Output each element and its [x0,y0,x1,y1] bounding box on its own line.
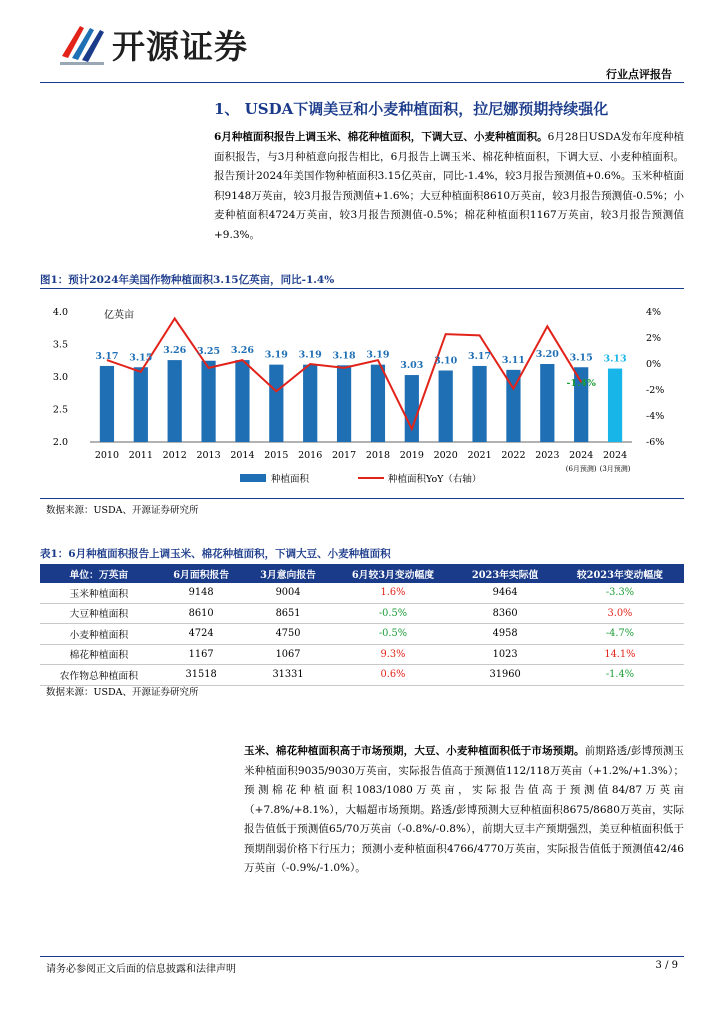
bar [235,360,249,442]
table-cell: 4750 [245,624,332,645]
bar-data-label: 3.15 [129,352,153,364]
x-tick-label: 2010 [94,450,120,461]
table-cell: 1.6% [332,583,455,603]
bar [337,365,351,442]
x-tick-label: 2024 [602,450,628,461]
company-logo [56,18,248,70]
table-cell: 31331 [245,665,332,686]
x-tick-label: 2017 [331,450,357,461]
paragraph-expectation-body: 前期路透/彭博预测玉米种植面积9035/9030万英亩，实际报告值高于预测值112/118万英亩（+1.2%/+1.3%）；预测棉花种植面积1083/1080万英亩，实际报告值高于预测值84/87万英亩（+7.8%/+8.1%），大幅超市场预期。路透/彭博预测大豆种植面积8675/8680万英亩，实际报告值低于预测值65/70万英亩（-0.8%/-0.8%），前期大豆丰产预期强烈，美豆种植面积低于预期削弱价格下行压力；预测小麦种植面积4766/4770万英亩，实际报告值低于预测值42/46万英亩（-0.9%/-1.0%）。 [244,745,685,874]
bar-data-label: 3.03 [400,360,424,372]
x-tick-label: 2019 [399,450,424,461]
logo-text: 开源证券 [112,26,248,66]
y-right-tick-label: -6% [646,437,665,448]
figure-caption: 图1：预计2024年美国作物种植面积3.15亿英亩，同比-1.4% [40,274,335,286]
table-cell: 玉米种植面积 [40,583,158,603]
paragraph-intro [214,128,684,245]
bar-data-label: 3.20 [535,349,559,360]
figure-bottom-divider [40,498,684,499]
table-cell: -0.5% [332,603,455,624]
table-cell: 1023 [454,644,555,665]
yoy-annotation: -1.4% [566,378,596,390]
table-cell: 0.6% [332,665,455,686]
bar [540,364,554,442]
x-tick-label: 2024 [569,450,594,461]
x-tick-label: 2016 [298,450,323,461]
y-left-tick-label: 3.0 [52,372,68,383]
x-tick-label: 2022 [501,450,526,461]
paragraph-expectation [244,742,684,879]
bar-data-label: 3.10 [434,355,458,367]
y-left-tick-label: 3.5 [52,339,68,351]
table-cell: 农作物总种植面积 [40,665,158,686]
table-cell: -0.5% [332,624,455,645]
y-right-tick-label: 0% [646,359,662,370]
y-left-unit-label: 亿英亩 [104,310,134,321]
bar-data-label: 3.25 [196,345,221,357]
x-tick-label: 2011 [128,450,153,461]
paragraph-expectation-lead: 玉米、棉花种植面积高于市场预期，大豆、小麦种植面积低于市场预期。 [244,745,585,757]
table-header: 单位：万英亩 [40,564,158,583]
table-cell: 8651 [245,603,332,624]
legend-line-label: 种植面积YoY（右轴） [388,474,482,485]
x-tick-label: 2018 [365,450,391,461]
y-right-tick-label: -4% [646,411,665,422]
x-tick-sublabel: (3月预测) [599,465,631,473]
bar-data-label: 3.19 [366,349,390,361]
legend-bar-label: 种植面积 [271,474,310,485]
bar-data-label: 3.19 [264,349,288,361]
bar-data-label: 3.17 [95,350,119,362]
table-cell: 31960 [454,665,555,686]
table-cell: 4724 [158,624,245,645]
planted-area-table [40,564,684,686]
report-type: 行业点评报告 [606,68,672,81]
y-right-tick-label: 4% [646,307,662,318]
bar-data-label: 3.11 [501,354,526,366]
table-cell: 大豆种植面积 [40,603,158,624]
table-row [40,624,684,645]
bar [303,365,317,442]
x-tick-label: 2015 [264,450,289,461]
table-header: 3月意向报告 [245,564,332,583]
table-cell: 9004 [245,583,332,603]
table-cell: 9.3% [332,644,455,665]
figure-caption-divider [40,288,684,289]
paragraph-intro-lead: 6月种植面积报告上调玉米、棉花种植面积，下调大豆、小麦种植面积。 [214,131,548,143]
table-cell: 棉花种植面积 [40,644,158,665]
x-tick-label: 2012 [162,450,187,461]
page-number: 3 / 9 [655,960,678,971]
bar [608,369,622,442]
planted-area-chart [40,290,684,496]
x-tick-sublabel: (6月预测) [565,465,597,473]
x-tick-label: 2021 [467,450,492,461]
table-cell: 31518 [158,665,245,686]
y-left-tick-label: 2.0 [52,437,68,448]
y-left-tick-label: 4.0 [52,307,68,318]
bar [201,361,215,442]
bar [168,360,182,442]
x-tick-label: 2013 [196,450,221,461]
bar [439,371,453,443]
x-tick-label: 2014 [230,450,255,461]
bar-data-label: 3.18 [332,350,356,362]
table-source: 数据来源：USDA、开源证券研究所 [46,687,199,698]
table-cell: 1167 [158,644,245,665]
section-title: 1、 USDA下调美豆和小麦种植面积，拉尼娜预期持续强化 [214,100,609,118]
figure-source: 数据来源：USDA、开源证券研究所 [46,505,199,516]
table-row [40,603,684,624]
bar [100,366,114,442]
table-row [40,583,684,603]
footer-disclaimer: 请务必参阅正文后面的信息披露和法律声明 [46,964,236,975]
bar [371,365,385,442]
table-caption: 表1：6月种植面积报告上调玉米、棉花种植面积，下调大豆、小麦种植面积 [40,548,391,560]
paragraph-intro-body: 6月28日USDA发布年度种植面积报告，与3月种植意向报告相比，6月报告上调玉米、棉花种植面积，下调大豆、小麦种植面积。报告预计2024年美国作物种植面积3.15亿英亩，同比-1.4%，较3月报告预测值+0.6%。玉米种植面积9148万英亩，较3月报告预测值+1.6%；大豆种植面积8610万英亩，较3月报告预测值-0.5%；小麦种植面积4724万英亩，较3月报告预测值-0.5%；棉花种植面积1167万英亩，较3月报告预测值+9.3%。 [214,131,684,241]
bar [134,367,148,442]
bar [269,365,283,442]
table-cell: 1067 [245,644,332,665]
table-cell: 14.1% [556,644,684,665]
legend-bar-swatch [240,474,266,482]
x-tick-label: 2020 [433,450,458,461]
chart-bars [100,360,622,442]
bar-data-label: 3.19 [298,349,322,361]
chart-legend [240,473,481,485]
table-cell: 8360 [454,603,555,624]
bar-data-label: 3.26 [163,345,187,357]
y-left-tick-label: 2.5 [52,404,68,416]
table-row [40,665,684,686]
x-tick-label: 2023 [535,450,560,461]
table-cell: 小麦种植面积 [40,624,158,645]
footer-divider [40,956,684,957]
table-header: 6月较3月变动幅度 [332,564,455,583]
header-divider [40,82,684,83]
table-cell: -4.7% [556,624,684,645]
bar [405,375,419,442]
table-cell: 9148 [158,583,245,603]
table-header: 2023年实际值 [454,564,555,583]
table-cell: 3.0% [556,603,684,624]
bar-data-label: 3.13 [603,353,627,365]
y-right-tick-label: -2% [646,385,665,396]
table-header: 6月面积报告 [158,564,245,583]
bar-data-label: 3.17 [467,350,492,362]
table-header: 较2023年变动幅度 [556,564,684,583]
table-cell: 8610 [158,603,245,624]
bar [472,366,486,442]
y-right-tick-label: 2% [646,333,662,344]
bar-data-label: 3.26 [230,345,255,357]
bar-data-label: 3.15 [569,352,593,364]
logo-mark-icon [56,18,108,70]
table-cell: -3.3% [556,583,684,603]
table-cell: 9464 [454,583,555,603]
table-row [40,644,684,665]
table-cell: -1.4% [556,665,684,686]
table-header-row [40,564,684,583]
table-cell: 4958 [454,624,555,645]
